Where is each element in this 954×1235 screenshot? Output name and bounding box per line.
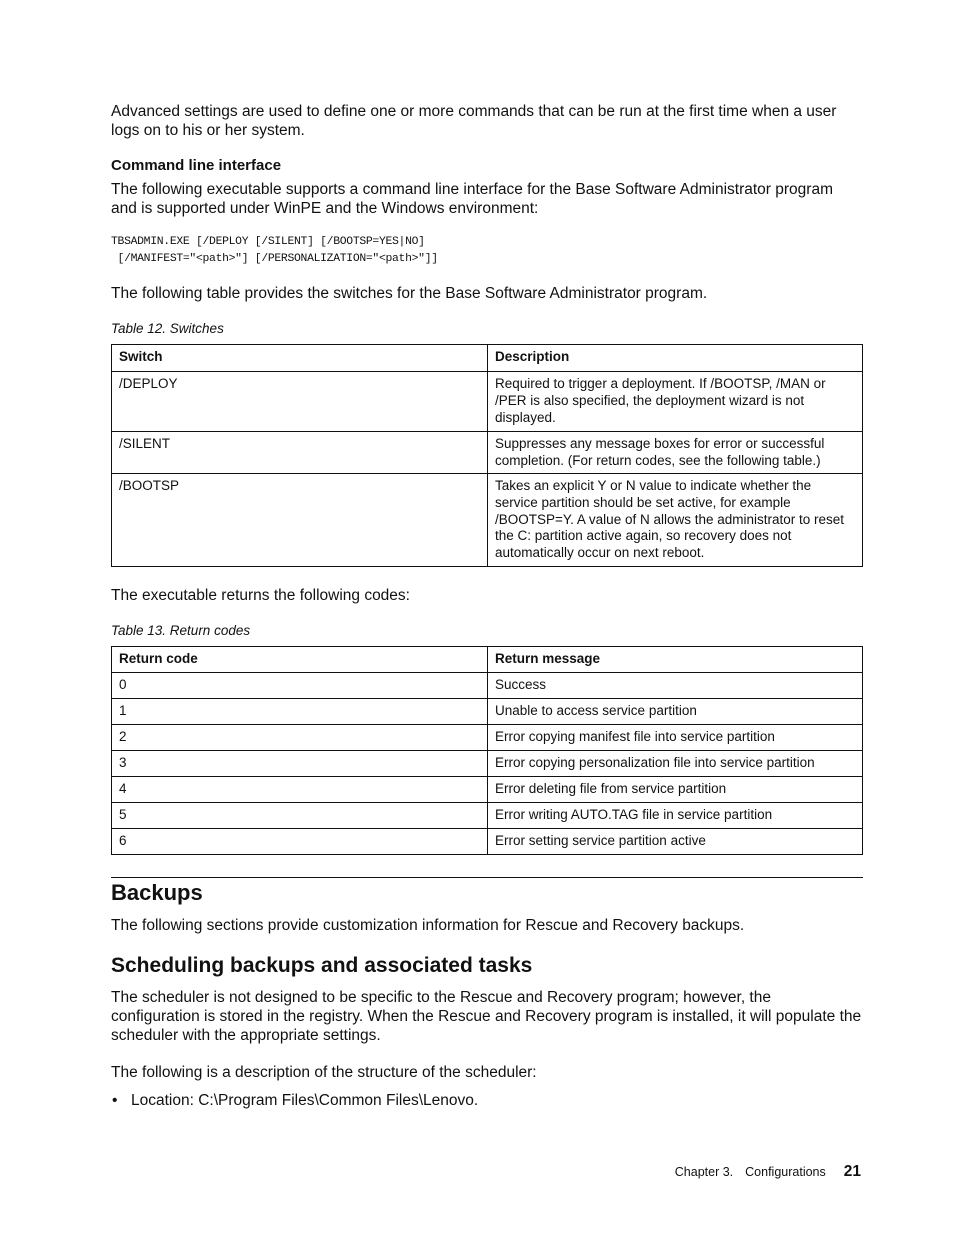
table-row	[112, 751, 863, 777]
return-code-cell: 5	[112, 803, 488, 829]
cli-description: The following executable supports a command line interface for the Base Software Administrator program and is supported under WinPE and the Windows environment:	[111, 181, 833, 217]
footer-chapter: Chapter 3.	[674, 1165, 734, 1179]
return-code-cell: 4	[112, 777, 488, 803]
page-number: 21	[843, 1163, 861, 1180]
return-codes-intro: The executable returns the following codes:	[111, 587, 410, 604]
cli-heading: Command line interface	[111, 157, 282, 174]
table-row	[112, 673, 863, 699]
section-divider	[111, 877, 863, 878]
switches-table	[111, 344, 863, 567]
page-footer	[675, 1163, 861, 1181]
structure-intro: The following is a description of the structure of the scheduler:	[111, 1064, 537, 1081]
return-code-cell: 6	[112, 829, 488, 855]
footer-section: Configurations	[745, 1165, 826, 1179]
table-row	[112, 725, 863, 751]
description-cell: Required to trigger a deployment. If /BOOTSP, /MAN or /PER is also specified, the deployment wizard is not displayed.	[488, 372, 863, 432]
switch-cell: /DEPLOY	[112, 372, 488, 432]
command-line-2: [/MANIFEST="<path>"] [/PERSONALIZATION="<path>"]]	[111, 253, 438, 265]
description-cell: Takes an explicit Y or N value to indicate whether the service partition should be set active, for example /BOOTSP=Y. A value of N allows the administrator to reset the C: partition active again, so recovery does not automatically occur on next reboot.	[488, 474, 863, 567]
table-header-cell: Switch	[112, 345, 488, 372]
table-row	[112, 474, 863, 567]
switch-cell: /BOOTSP	[112, 474, 488, 567]
return-message-cell: Error setting service partition active	[488, 829, 863, 855]
table-row	[112, 372, 863, 432]
table-row	[112, 432, 863, 474]
table-header-cell: Description	[488, 345, 863, 372]
return-message-cell: Success	[488, 673, 863, 699]
return-message-cell: Error deleting file from service partition	[488, 777, 863, 803]
backups-description: The following sections provide customization information for Rescue and Recovery backups.	[111, 917, 745, 934]
bullet-icon: •	[112, 1092, 118, 1109]
table12-caption: Table 12. Switches	[111, 321, 224, 336]
command-line-1: TBSADMIN.EXE [/DEPLOY [/SILENT] [/BOOTSP=YES|NO]	[111, 236, 425, 248]
backups-heading: Backups	[111, 880, 203, 905]
switch-cell: /SILENT	[112, 432, 488, 474]
return-code-cell: 0	[112, 673, 488, 699]
table-header-cell: Return message	[488, 647, 863, 673]
return-message-cell: Error writing AUTO.TAG file in service partition	[488, 803, 863, 829]
scheduling-heading: Scheduling backups and associated tasks	[111, 954, 533, 977]
return-message-cell: Error copying personalization file into service partition	[488, 751, 863, 777]
switches-intro: The following table provides the switches for the Base Software Administrator program.	[111, 285, 708, 302]
return-code-cell: 3	[112, 751, 488, 777]
location-text: Location: C:\Program Files\Common Files\Lenovo.	[131, 1092, 479, 1109]
return-message-cell: Unable to access service partition	[488, 699, 863, 725]
table-header-row	[112, 647, 863, 673]
return-code-cell: 1	[112, 699, 488, 725]
table13-caption: Table 13. Return codes	[111, 623, 251, 638]
description-cell: Suppresses any message boxes for error or successful completion. (For return codes, see the following table.)	[488, 432, 863, 474]
return-code-cell: 2	[112, 725, 488, 751]
scheduling-description: The scheduler is not designed to be specific to the Rescue and Recovery program; however, the configuration is stored in the registry. When the Rescue and Recovery program is installed, it will populate the scheduler with the appropriate settings.	[111, 989, 862, 1044]
table-row	[112, 777, 863, 803]
intro-paragraph: Advanced settings are used to define one or more commands that can be run at the first time when a user logs on to his or her system.	[111, 103, 837, 139]
return-message-cell: Error copying manifest file into service partition	[488, 725, 863, 751]
return-codes-table	[111, 646, 863, 855]
list-item	[111, 1091, 478, 1110]
table-header-row	[112, 345, 863, 372]
table-row	[112, 699, 863, 725]
table-header-cell: Return code	[112, 647, 488, 673]
table-row	[112, 829, 863, 855]
table-row	[112, 803, 863, 829]
command-syntax	[111, 234, 438, 268]
